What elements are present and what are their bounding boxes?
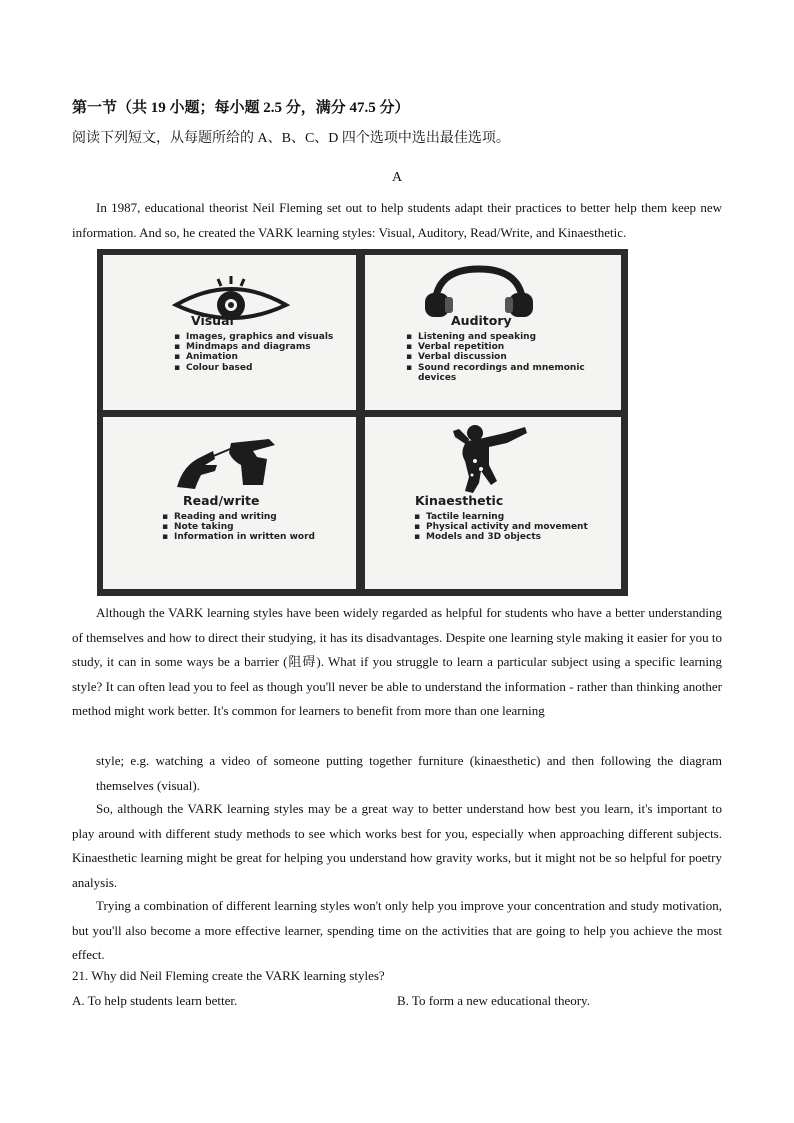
- auditory-item: ▪ Verbal discussion: [405, 352, 605, 362]
- visual-panel: [103, 255, 356, 410]
- paragraph-2: Although the VARK learning styles have been widely regarded as helpful for students who have a better understanding of themselves and how to direct their studying, it has its disadvantages. Despite one learning style making it easier for you to study, it can in some ways be a barrier (阻碍). What if you struggle to learn a particular subject using a specific learning style? It can often lead you to feel as though you'll never be able to understand the information - rather than thinking another method might work better. It's common for learners to benefit from more than one learning: [72, 605, 722, 718]
- readwrite-item: ▪ Note taking: [161, 522, 351, 532]
- kinaesthetic-item: ▪ Physical activity and movement: [413, 522, 613, 532]
- kinaesthetic-item: ▪ Tactile learning: [413, 512, 613, 522]
- readwrite-list: [161, 512, 351, 543]
- person-moving-icon: [445, 421, 535, 495]
- instructions: 阅读下列短文，从每题所给的 A、B、C、D 四个选项中选出最佳选项。: [72, 131, 510, 146]
- paragraph-4: Trying a combination of different learning styles won't only help you improve your concentration and study motivation, but you'll also become a more effective learner, spending time on the activities that are going to help you achieve the most effect.: [72, 898, 722, 962]
- section-title: 第一节（共 19 小题；每小题 2.5 分，满分 47.5 分）: [72, 100, 410, 116]
- visual-list: [173, 332, 353, 373]
- kinaesthetic-list: [413, 512, 613, 543]
- passage-letter: A: [391, 170, 403, 185]
- readwrite-panel: [103, 417, 356, 589]
- option-b[interactable]: B. To form a new educational theory.: [397, 993, 590, 1008]
- paragraph-2-continued: style; e.g. watching a video of someone putting together furniture (kinaesthetic) and then following the diagram themselves (visual).: [96, 753, 722, 793]
- kinaesthetic-title: Kinaesthetic: [415, 493, 504, 508]
- visual-item: ▪ Images, graphics and visuals: [173, 332, 353, 342]
- auditory-item: ▪ Sound recordings and mnemonic devices: [405, 363, 605, 383]
- headphones-icon: [423, 263, 535, 319]
- auditory-list: [405, 332, 605, 383]
- auditory-item: ▪ Verbal repetition: [405, 342, 605, 352]
- readwrite-title: Read/write: [183, 493, 260, 508]
- readwrite-item: ▪ Reading and writing: [161, 512, 351, 522]
- visual-title: Visual: [191, 313, 234, 328]
- kinaesthetic-panel: [365, 417, 621, 589]
- auditory-title: Auditory: [451, 313, 512, 328]
- visual-item: ▪ Mindmaps and diagrams: [173, 342, 353, 352]
- paragraph-3: So, although the VARK learning styles may be a great way to better understand how best you learn, it's important to play around with different study methods to see which works best for you, especially when approaching different subjects. Kinaesthetic learning might be great for helping you understand how gravity works, but it might not be so helpful for poetry analysis.: [72, 801, 722, 890]
- question-stem: 21. Why did Neil Fleming create the VARK learning styles?: [72, 968, 385, 983]
- auditory-panel: [365, 255, 621, 410]
- readwrite-item: ▪ Information in written word: [161, 532, 351, 542]
- option-a[interactable]: A. To help students learn better.: [72, 993, 238, 1008]
- visual-item: ▪ Animation: [173, 352, 353, 362]
- visual-item: ▪ Colour based: [173, 363, 353, 373]
- auditory-item: ▪ Listening and speaking: [405, 332, 605, 342]
- kinaesthetic-item: ▪ Models and 3D objects: [413, 532, 613, 542]
- vark-figure: [97, 249, 628, 596]
- hands-icon: [171, 435, 281, 495]
- paragraph-1: In 1987, educational theorist Neil Fleming set out to help students adapt their practices to better help them keep new information. And so, he created the VARK learning styles: Visual, Auditory, Read/Write, and Kinaesthetic.: [72, 200, 722, 240]
